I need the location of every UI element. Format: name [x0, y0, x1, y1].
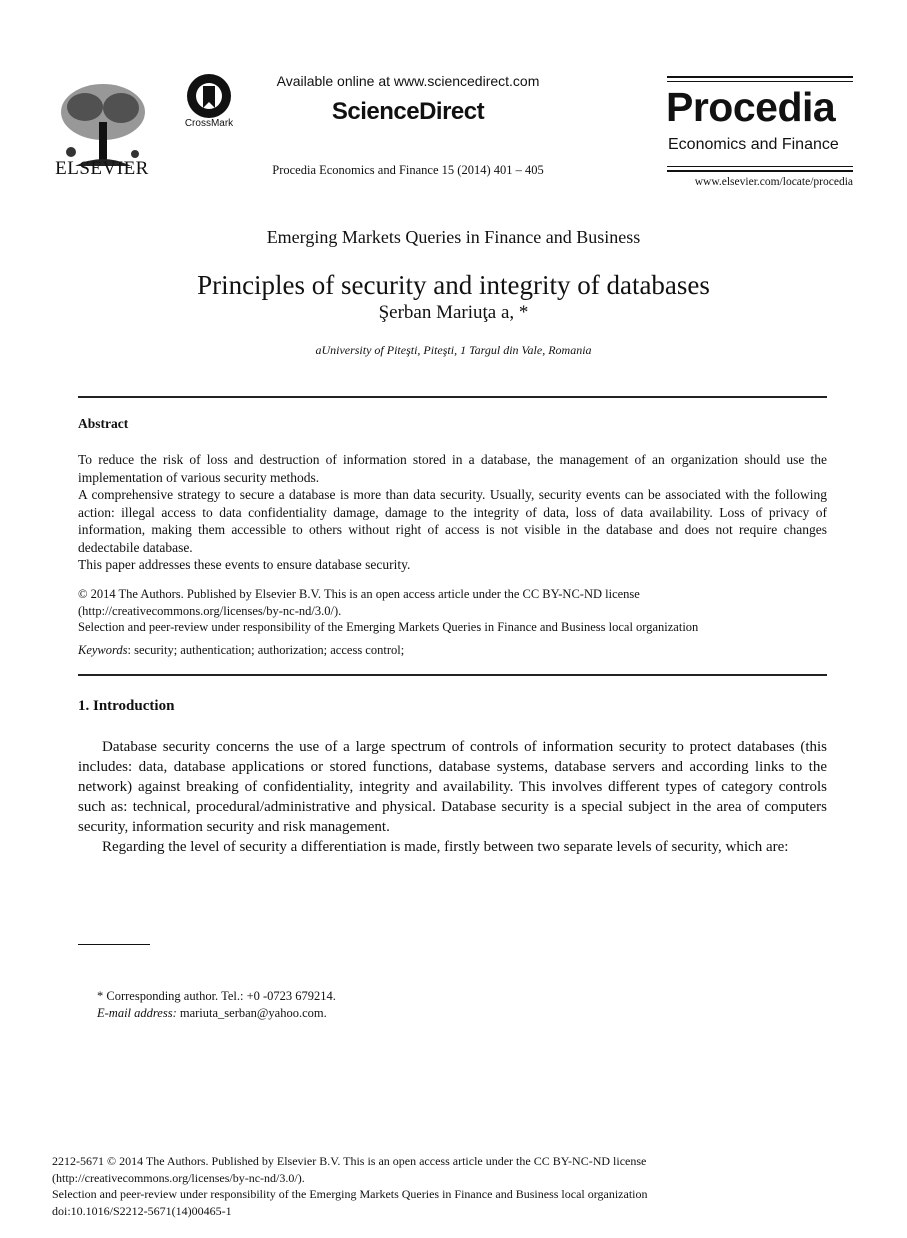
- paper-title: Principles of security and integrity of databases: [197, 270, 710, 300]
- divider: [78, 396, 827, 398]
- abstract-paragraph: A comprehensive strategy to secure a database is more than data security. Usually, security events can be associated with the following action: illegal access to data confidentiality damage, damage to the integrity of data, loss of data availability. Loss of privacy of information, making them accessible to others without right of access is not visible in the database and does not require changes dedectabile database.: [78, 487, 827, 555]
- sciencedirect-title[interactable]: ScienceDirect: [331, 98, 485, 125]
- introduction-body: [78, 737, 827, 857]
- available-online-text: Available online at www.sciencedirect.com: [276, 73, 540, 89]
- footnotes: [97, 988, 336, 1022]
- license-line: © 2014 The Authors. Published by Elsevier B.V. This is an open access article under the CC BY-NC-ND license: [78, 587, 640, 601]
- peer-review-bottom: Selection and peer-review under responsibility of the Emerging Markets Queries in Finance and Business local organization: [52, 1187, 648, 1201]
- procedia-subtitle: Economics and Finance: [668, 136, 839, 153]
- author-name: Şerban Mariuţa a, *: [378, 302, 529, 323]
- abstract-body: [78, 451, 827, 574]
- divider: [78, 674, 827, 676]
- license-link[interactable]: (http://creativecommons.org/licenses/by-nc-nd/3.0/).: [78, 603, 342, 618]
- journal-reference: Procedia Economics and Finance 15 (2014) 401 – 405: [272, 163, 544, 177]
- intro-paragraph: Database security concerns the use of a large spectrum of controls of information security to protect databases (this includes: data, database applications or stored functions, database systems, database servers and according links to the network) against breaking of confidentiality, integrity and availability. This involves different types of category controls such as: technical, procedural/administrative and physical. Database security is a special subject in the area of computers security, information security and risk management.: [78, 739, 827, 835]
- intro-paragraph: Regarding the level of security a differentiation is made, firstly between two separate levels of security, which are:: [102, 839, 789, 855]
- abstract-heading: Abstract: [78, 416, 129, 431]
- abstract-paragraph: This paper addresses these events to ensure database security.: [78, 557, 411, 572]
- email-address[interactable]: mariuta_serban@yahoo.com.: [176, 1006, 327, 1020]
- crossmark-label: CrossMark: [184, 118, 234, 129]
- doi[interactable]: doi:10.1016/S2212-5671(14)00465-1: [52, 1203, 232, 1218]
- procedia-url-link[interactable]: www.elsevier.com/locate/procedia: [694, 176, 853, 188]
- keywords-list: : security; authentication; authorization; access control;: [127, 643, 405, 657]
- section-heading-introduction: 1. Introduction: [78, 698, 175, 714]
- issn-copyright: 2212-5671 © 2014 The Authors. Published by Elsevier B.V. This is an open access article under the CC BY-NC-ND license: [52, 1154, 647, 1168]
- author-affiliation: aUniversity of Piteşti, Piteşti, 1 Targul din Vale, Romania: [315, 343, 592, 357]
- corresponding-author-note: * Corresponding author. Tel.: +0 -0723 679214.: [97, 989, 336, 1003]
- footnote-divider: [78, 944, 150, 945]
- peer-review-note: Selection and peer-review under responsibility of the Emerging Markets Queries in Finance and Business local organization: [78, 620, 699, 634]
- abstract-paragraph: To reduce the risk of loss and destruction of information stored in a database, the management of an organization should use the implementation of various security methods.: [78, 452, 827, 485]
- conference-name: Emerging Markets Queries in Finance and Business: [266, 227, 641, 247]
- email-label: E-mail address:: [97, 1006, 177, 1020]
- elsevier-wordmark: ELSEVIER: [55, 158, 149, 179]
- keywords-line: [78, 643, 827, 658]
- procedia-title: Procedia: [666, 84, 836, 130]
- license-link-bottom[interactable]: (http://creativecommons.org/licenses/by-nc-nd/3.0/).: [52, 1170, 305, 1185]
- bottom-copyright-block: [52, 1153, 852, 1219]
- keywords-label: Keywords: [78, 643, 128, 657]
- license-block: [78, 586, 827, 636]
- email-note: [97, 1005, 336, 1022]
